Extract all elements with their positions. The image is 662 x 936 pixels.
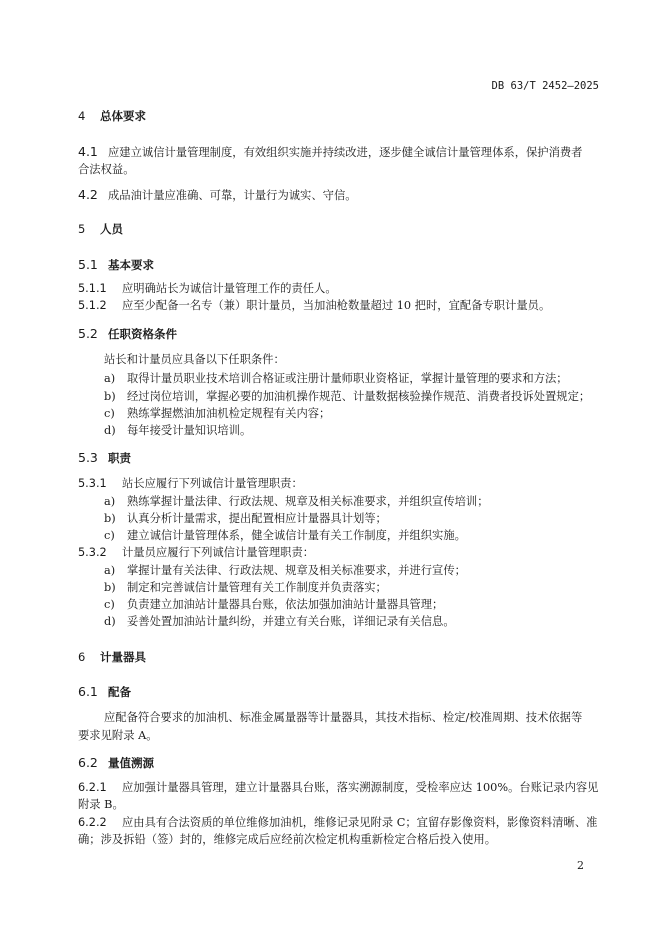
clause-6-2-2 — [78, 815, 597, 830]
list-text: 负责建立加油站计量器具台账，依法加强加油站计量器具管理； — [127, 598, 444, 611]
clause-number: 5.1.1 — [78, 282, 107, 295]
clause-6-2-1 — [78, 780, 598, 795]
list-item — [104, 389, 590, 404]
section-title: 计量器具 — [100, 650, 146, 664]
subsection-title: 任职资格条件 — [108, 327, 177, 341]
subsection-number: 6.1 — [78, 684, 98, 699]
clause-5-1-1 — [78, 281, 337, 296]
section-4-heading — [78, 109, 146, 124]
list-item — [104, 406, 330, 421]
clause-text: 计量员应履行下列诚信计量管理职责： — [122, 546, 315, 559]
clause-number: 6.2.2 — [78, 816, 107, 829]
paragraph-6-1-line-2: 要求见附录 A。 — [78, 729, 158, 742]
subsection-number: 5.2 — [78, 326, 98, 341]
list-label: c) — [104, 407, 115, 420]
subsection-number: 5.3 — [78, 450, 98, 465]
clause-text: 站长应履行下列诚信计量管理职责： — [122, 477, 303, 490]
paragraph-6-1-line-1: 应配备符合要求的加油机、标准金属量器等计量器具，其技术指标、检定/校准周期、技术依据等 — [104, 711, 583, 724]
list-label: b) — [104, 390, 116, 403]
list-label: d) — [104, 424, 116, 437]
list-label: b) — [104, 512, 116, 525]
clause-5-3-1 — [78, 476, 303, 491]
list-item — [104, 511, 387, 526]
list-text: 制定和完善诚信计量管理有关工作制度并负责落实； — [127, 581, 387, 594]
clause-number: 6.2.1 — [78, 781, 107, 794]
clause-text: 应由具有合法资质的单位维修加油机，维修记录见附录 C；宜留存影像资料，影像资料清晰、准 — [122, 816, 598, 829]
clause-4-1-continuation: 合法权益。 — [78, 163, 135, 176]
document-code-header: DB 63/T 2452—2025 — [491, 80, 599, 92]
list-item — [104, 580, 387, 595]
clause-number: 4.1 — [78, 144, 98, 159]
section-5-heading — [78, 222, 123, 237]
clause-4-1 — [78, 144, 582, 160]
clause-text: 应明确站长为诚信计量管理工作的责任人。 — [122, 282, 337, 295]
subsection-title: 量值溯源 — [108, 756, 154, 770]
page-number: 2 — [577, 859, 584, 872]
list-label: a) — [104, 495, 116, 508]
section-title: 人员 — [100, 222, 123, 236]
clause-text: 应至少配备一名专（兼）职计量员，当加油枪数量超过 10 把时，宜配备专职计量员。 — [122, 299, 551, 312]
clause-5-3-2 — [78, 545, 314, 560]
subsection-5-1-heading — [78, 257, 154, 273]
subsection-number: 6.2 — [78, 755, 98, 770]
list-item — [104, 528, 466, 543]
list-text: 取得计量员职业技术培训合格证或注册计量师职业资格证，掌握计量管理的要求和方法； — [127, 372, 568, 385]
list-text: 经过岗位培训，掌握必要的加油机操作规范、计量数据核验操作规范、消费者投诉处置规定； — [127, 390, 591, 403]
clause-4-2 — [78, 187, 357, 203]
list-item — [104, 597, 443, 612]
clause-text: 应加强计量器具管理，建立计量器具台账，落实溯源制度，受检率应达 100%。台账记录内容见 — [122, 781, 599, 794]
section-number: 5 — [78, 222, 86, 236]
list-item — [104, 563, 466, 578]
clause-number: 5.1.2 — [78, 299, 107, 312]
clause-5-1-2 — [78, 298, 550, 313]
list-label: b) — [104, 581, 116, 594]
clause-text: 应建立诚信计量管理制度，有效组织实施并持续改进，逐步健全诚信计量管理体系，保护消费者 — [108, 146, 583, 159]
list-text: 每年接受计量知识培训。 — [127, 424, 252, 437]
section-number: 6 — [78, 650, 86, 664]
clause-text: 成品油计量应准确、可靠，计量行为诚实、守信。 — [108, 189, 357, 202]
list-label: a) — [104, 372, 116, 385]
list-text: 认真分析计量需求，提出配置相应计量器具计划等； — [127, 512, 387, 525]
subsection-5-2-heading — [78, 326, 177, 342]
subsection-5-3-heading — [78, 450, 131, 466]
list-label: c) — [104, 529, 115, 542]
section-number: 4 — [78, 109, 86, 123]
subsection-number: 5.1 — [78, 257, 98, 272]
section-6-heading — [78, 650, 146, 665]
list-text: 熟练掌握燃油加油机检定规程有关内容； — [127, 407, 331, 420]
section-title: 总体要求 — [100, 109, 146, 123]
subsection-title: 职责 — [108, 451, 131, 465]
clause-6-2-2-continuation: 确；涉及拆铅（签）封的，维修完成后应经前次检定机构重新检定合格后投入使用。 — [78, 833, 496, 846]
list-label: a) — [104, 564, 116, 577]
clause-6-2-1-continuation: 附录 B。 — [78, 798, 124, 811]
subsection-6-1-heading — [78, 684, 131, 700]
clause-number: 4.2 — [78, 187, 98, 202]
clause-number: 5.3.1 — [78, 477, 107, 490]
qualification-intro: 站长和计量员应具备以下任职条件： — [104, 353, 285, 366]
list-label: d) — [104, 615, 116, 628]
subsection-title: 配备 — [108, 685, 131, 699]
subsection-6-2-heading — [78, 755, 154, 771]
list-item — [104, 614, 455, 629]
list-text: 熟练掌握计量法律、行政法规、规章及相关标准要求，并组织宣传培训； — [127, 495, 489, 508]
list-text: 妥善处置加油站计量纠纷，并建立有关台账，详细记录有关信息。 — [127, 615, 455, 628]
list-label: c) — [104, 598, 115, 611]
list-item — [104, 423, 251, 438]
list-text: 掌握计量有关法律、行政法规、规章及相关标准要求，并进行宣传； — [127, 564, 466, 577]
clause-number: 5.3.2 — [78, 546, 107, 559]
list-item — [104, 494, 489, 509]
list-item — [104, 371, 568, 386]
list-text: 建立诚信计量管理体系，健全诚信计量有关工作制度，并组织实施。 — [127, 529, 466, 542]
subsection-title: 基本要求 — [108, 258, 154, 272]
